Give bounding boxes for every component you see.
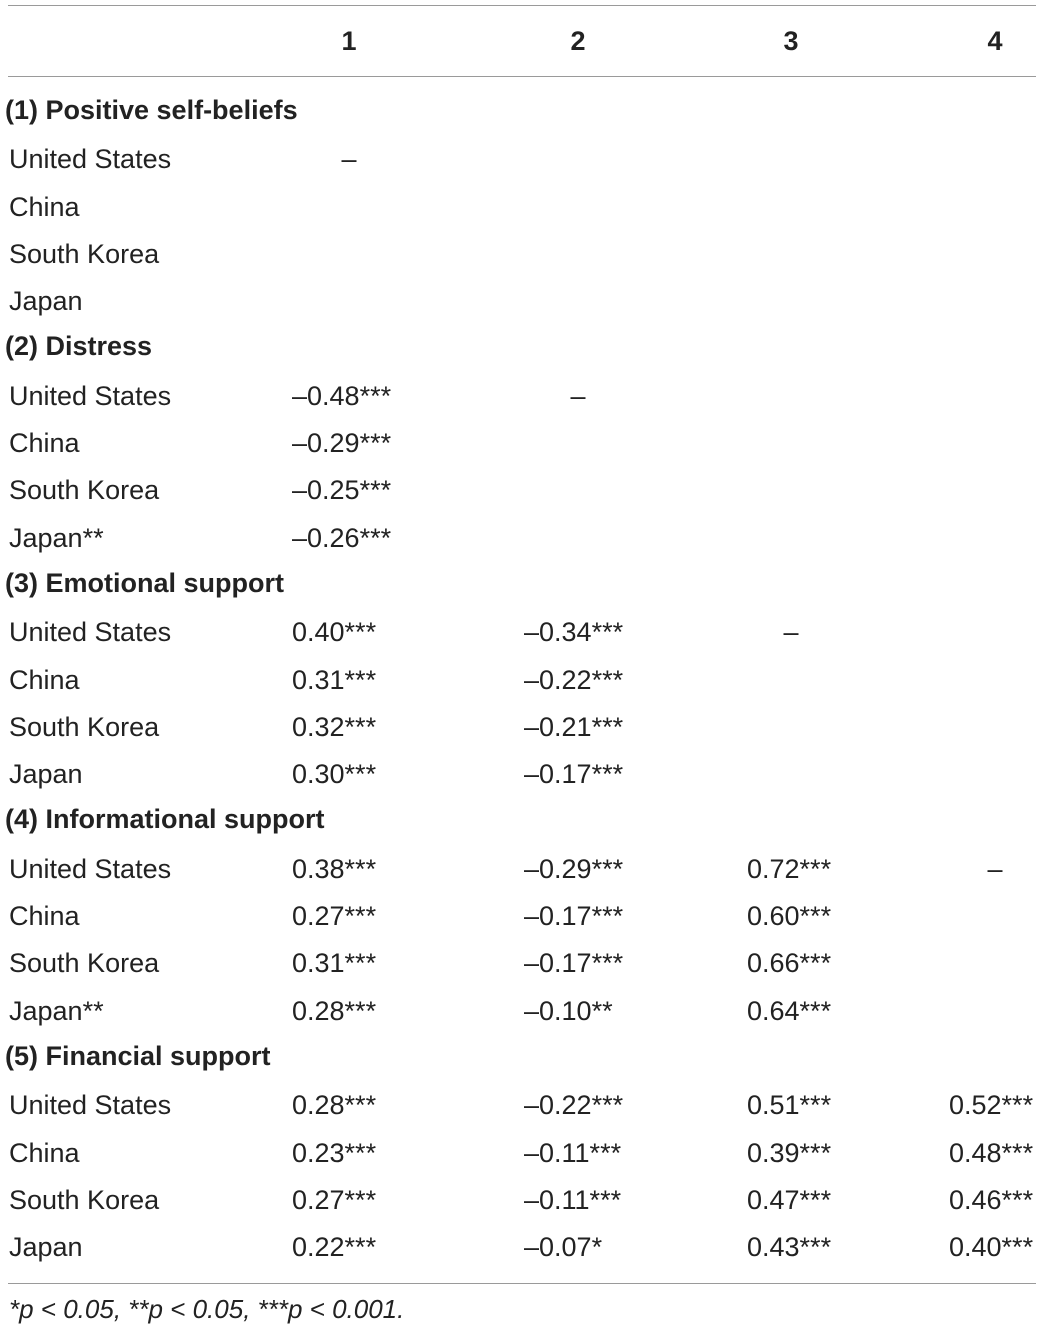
correlation-cell-col-2: –0.07* — [524, 1232, 603, 1263]
country-label: Japan — [9, 286, 83, 317]
correlation-cell-col-2: –0.17*** — [524, 901, 624, 932]
country-label: United States — [9, 144, 172, 175]
correlation-cell-col-1: 0.31*** — [292, 948, 377, 979]
country-label: South Korea — [9, 711, 160, 742]
correlation-cell-col-2: –0.29*** — [524, 853, 624, 884]
country-label: United States — [9, 380, 172, 411]
table-bottom-rule — [8, 1283, 1036, 1284]
table-row — [0, 988, 1042, 1035]
correlation-cell-col-2: –0.34*** — [524, 617, 624, 648]
table-row — [0, 373, 1042, 420]
column-header-3: 3 — [783, 26, 799, 56]
country-label: South Korea — [9, 238, 160, 269]
correlation-cell-col-2: –0.11*** — [524, 1184, 622, 1215]
section-header-row — [0, 562, 1042, 609]
section-header-row — [0, 325, 1042, 372]
table-row — [0, 1130, 1042, 1177]
country-label: Japan — [9, 759, 83, 790]
country-label: South Korea — [9, 948, 160, 979]
correlation-cell-col-4: 0.46*** — [949, 1184, 1034, 1215]
section-title: (4) Informational support — [5, 804, 325, 835]
correlation-cell-col-3: 0.51*** — [747, 1090, 832, 1121]
correlation-cell-col-4: – — [987, 853, 1003, 884]
correlation-cell-col-1: – — [341, 144, 357, 175]
country-label: China — [9, 191, 80, 222]
country-label: China — [9, 428, 80, 459]
table-row — [0, 467, 1042, 514]
correlation-cell-col-3: – — [783, 617, 799, 648]
country-label: China — [9, 1137, 80, 1168]
table-row — [0, 1224, 1042, 1271]
correlation-cell-col-1: 0.32*** — [292, 711, 377, 742]
correlation-cell-col-3: 0.43*** — [747, 1232, 832, 1263]
correlation-cell-col-1: 0.28*** — [292, 1090, 377, 1121]
table-row — [0, 893, 1042, 940]
correlation-cell-col-1: –0.26*** — [292, 522, 392, 553]
table-row — [0, 278, 1042, 325]
country-label: United States — [9, 853, 172, 884]
country-label: China — [9, 664, 80, 695]
table-row — [0, 1082, 1042, 1129]
country-label: United States — [9, 617, 172, 648]
correlation-cell-col-2: –0.22*** — [524, 664, 624, 695]
correlation-cell-col-1: –0.25*** — [292, 475, 392, 506]
table-footnote: *p < 0.05, **p < 0.05, ***p < 0.001. — [9, 1294, 405, 1324]
table-row — [0, 184, 1042, 231]
table-row — [0, 657, 1042, 704]
section-header-row — [0, 1035, 1042, 1082]
correlation-cell-col-1: 0.30*** — [292, 759, 377, 790]
section-header-row — [0, 798, 1042, 845]
correlation-cell-col-1: 0.40*** — [292, 617, 377, 648]
correlation-cell-col-2: –0.11*** — [524, 1137, 622, 1168]
correlation-cell-col-4: 0.52*** — [949, 1090, 1034, 1121]
correlation-cell-col-1: –0.48*** — [292, 380, 392, 411]
correlation-table-body — [0, 89, 1042, 1271]
correlation-cell-col-3: 0.39*** — [747, 1137, 832, 1168]
correlation-cell-col-1: 0.23*** — [292, 1137, 377, 1168]
section-title: (3) Emotional support — [5, 567, 284, 598]
table-row — [0, 231, 1042, 278]
correlation-cell-col-3: 0.60*** — [747, 901, 832, 932]
column-header-2: 2 — [570, 26, 586, 56]
country-label: Japan — [9, 1232, 83, 1263]
column-header-4: 4 — [987, 26, 1003, 56]
country-label: South Korea — [9, 1184, 160, 1215]
correlation-cell-col-1: 0.27*** — [292, 1184, 377, 1215]
correlation-cell-col-1: 0.31*** — [292, 664, 377, 695]
country-label: Japan** — [9, 995, 104, 1026]
table-row — [0, 136, 1042, 183]
column-header-1: 1 — [341, 26, 357, 56]
correlation-cell-col-2: –0.17*** — [524, 759, 624, 790]
correlation-cell-col-2: –0.17*** — [524, 948, 624, 979]
country-label: China — [9, 901, 80, 932]
section-title: (5) Financial support — [5, 1040, 271, 1071]
table-row — [0, 609, 1042, 656]
correlation-cell-col-3: 0.66*** — [747, 948, 832, 979]
section-title: (2) Distress — [5, 331, 153, 362]
correlation-cell-col-1: –0.29*** — [292, 428, 392, 459]
section-title: (1) Positive self-beliefs — [5, 95, 298, 125]
table-row — [0, 515, 1042, 562]
table-header-rule — [8, 76, 1036, 77]
table-header — [0, 6, 1042, 76]
correlation-cell-col-2: –0.10** — [524, 995, 613, 1026]
correlation-cell-col-2: –0.21*** — [524, 711, 624, 742]
correlation-cell-col-3: 0.64*** — [747, 995, 832, 1026]
correlation-cell-col-2: –0.22*** — [524, 1090, 624, 1121]
correlation-cell-col-4: 0.40*** — [949, 1232, 1034, 1263]
table-row — [0, 846, 1042, 893]
correlation-cell-col-1: 0.28*** — [292, 995, 377, 1026]
table-row — [0, 751, 1042, 798]
correlation-cell-col-2: – — [570, 380, 586, 411]
correlation-cell-col-1: 0.22*** — [292, 1232, 377, 1263]
correlation-cell-col-1: 0.38*** — [292, 853, 377, 884]
table-row — [0, 940, 1042, 987]
table-row — [0, 420, 1042, 467]
correlation-cell-col-4: 0.48*** — [949, 1137, 1034, 1168]
table-row — [0, 1177, 1042, 1224]
table-row — [0, 704, 1042, 751]
correlation-cell-col-3: 0.47*** — [747, 1184, 832, 1215]
correlation-cell-col-3: 0.72*** — [747, 853, 832, 884]
country-label: Japan** — [9, 522, 104, 553]
section-header-row — [0, 89, 1042, 136]
correlation-cell-col-1: 0.27*** — [292, 901, 377, 932]
country-label: United States — [9, 1090, 172, 1121]
country-label: South Korea — [9, 475, 160, 506]
